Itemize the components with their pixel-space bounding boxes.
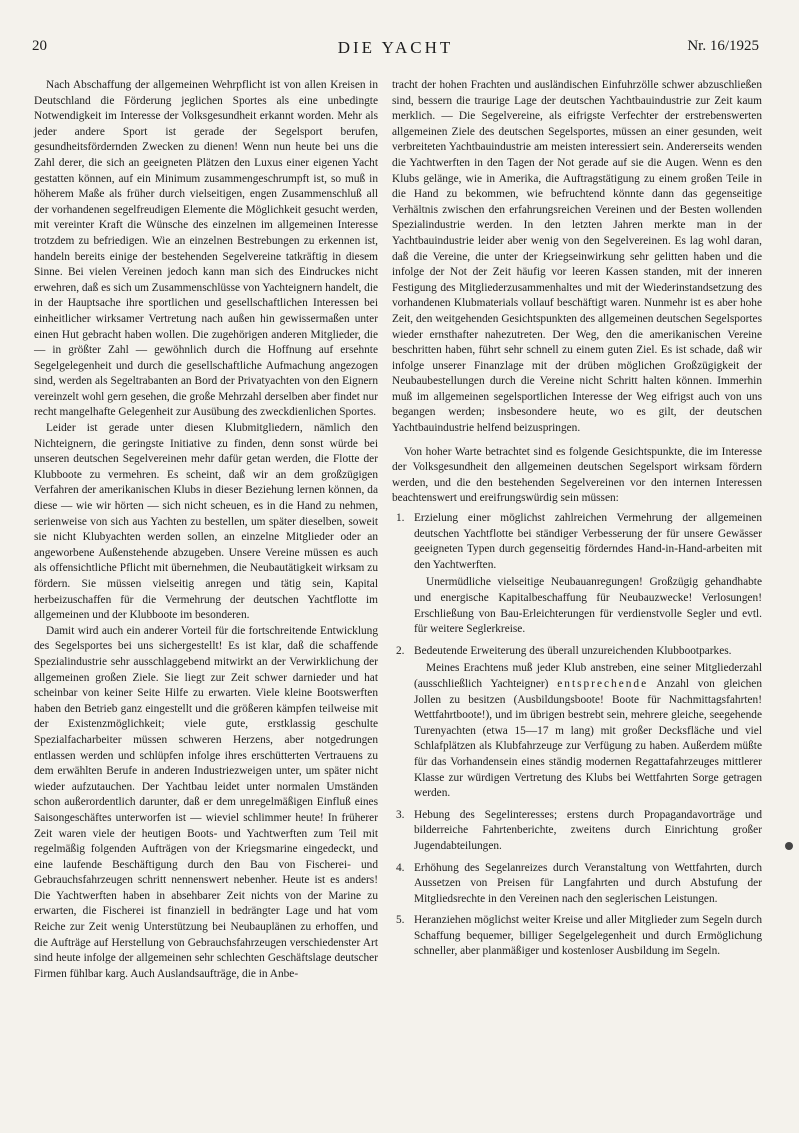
paragraph: Nach Abschaffung der allgemeinen Wehrpflicht ist von allen Kreisen in Deutschland die Förderung jeglichen Sportes als eine unbedingte Notwendigkeit im Interesse der Volksgesundheit erkannt worden. Mehr als jeder andere Sport ist gerade der Segelsport berufen, gesundheitsfördernden Zwecken zu dienen! Wenn nun heute bei uns die Zahl derer, die sich an geeigneten Plätzen den Luxus einer eigenen Yacht gestatten können, auf ein Minimum zusammengeschrumpft ist, so muß in höherem Maße als früher durch vielseitigen, engen Zusammenschluß all der vorhandenen segelfreudigen Elemente die Möglichkeit gesucht werden, mit vereinter Kraft die Wünsche des einzelnen im allgemeinen Interesse trotzdem zu befriedigen. Wie an einzelnen Bestrebungen zu erkennen ist, handeln bereits einige der bestehenden Segelvereine tatkräftig in diesem Sinne. Bei vielen Vereinen jedoch kann man sich des Eindruckes nicht erwehren, daß es sich um Zusammenschlüsse von Yachteignern handelt, die in der Hauptsache ihre sportlichen und gesellschaftlichen Interessen bei einheitlicher wirksamer Vertretung nach außen hin gewissermaßen unter einen Hut gebracht haben wollen. Die zugehörigen anderen Mitglieder, die — in größter Zahl — gewöhnlich durch die Hoffnung auf ersehnte Segelgelegenheit und durch die gesellschaftliche Aufmachung angezogen sind, werden als Segeltrabanten an Bord der Privatyachten von den Eignern vereinzelt wohl gern gesehen, die große Mehrzahl derselben aber findet nur recht mangelhafte Gelegenheit zur Ausübung des zweckdienlichen Sportes. (34, 79, 379, 419)
list-number: 1. (396, 512, 405, 525)
right-column (392, 78, 762, 966)
list-number: 3. (396, 808, 405, 821)
left-column (34, 78, 378, 982)
list-item (392, 861, 762, 908)
list-item-text: Bedeutende Erweiterung des überall unzureichenden Klubbootparkes. (414, 644, 732, 657)
page-header (32, 38, 759, 62)
list-item (392, 644, 762, 802)
subtext-part: Anzahl von gleichen Jollen zu besitzen (Ausbildungsboote! Boote für Nachmittagsfahrten! Wettfahrtboote!), und im übrigen bestrebt sein, mehrere gleiche, seegehende Turenyachten (etwa 15—17 m lang) mit großer Decksfläche und viel Schlafplätzen als Klubfahrzeuge zur Verfügung zu haben. Außerdem müßte für das Vorhandensein eines ständig modernen Regattafahrzeuges mittlerer Klasse zur würdigen Vertretung des Klubs bei Wettfahrten Sorge getragen werden. (414, 677, 762, 800)
list-item (392, 913, 762, 960)
list-item-text: Hebung des Segelinteresses; erstens durch Propagandavorträge und bilderreiche Fahrtenberichte, zweitens durch Einrichtung großer Jugendabteilungen. (414, 808, 762, 852)
page-number: 20 (32, 38, 47, 54)
magazine-title: DIE YACHT (337, 38, 454, 57)
list-item-text: Erhöhung des Segelanreizes durch Veranstaltung von Wettfahrten, durch Aussetzen von Preisen für Langfahrten und durch Abstufung der Mitgliedsrechte in den Vereinen nach den seglerischen Leistungen. (414, 861, 762, 905)
list-item (392, 808, 762, 855)
list-item (392, 511, 762, 638)
margin-dot (785, 842, 793, 850)
list-item-text: Heranziehen möglichst weiter Kreise und aller Mitglieder zum Segeln durch Schaffung bequemer, billiger Segelgelegenheit und durch Ermöglichung schneller, aber planmäßiger und kostenloser Ausbildung im Segeln. (414, 914, 762, 958)
list-item-text: Erzielung einer möglichst zahlreichen Vermehrung der allgemeinen deutschen Yachtflotte bei ständiger Verbesserung der für unsere Gewässer geeigneten Typen durch gegenseitig förderndes Hand-in-Hand-arbeiten mit den Yachtwerften. (414, 512, 762, 571)
spaced-word: entsprechende (557, 677, 649, 690)
numbered-list (392, 511, 762, 960)
subtext-part: Meines Erachtens muß jeder Klub anstreben, eine seiner Mitgliederzahl (ausschließlich Yachteigner) (414, 662, 762, 690)
paragraph: tracht der hohen Frachten und ausländischen Einfuhrzölle schwer abzuschließen sind, bessern die traurige Lage der deutschen Yachtbauindustrie zur Zeit kaum merklich. — Die Segelvereine, als eifrigste Verfechter der erstrebenswerten allgemeinen Ziele des deutschen Segelsportes, müssen an einer gesunden, weit verbreiteten Yachtbauindustrie am meisten interessiert sein. Andererseits wenden die Yachtwerften in den Tagen der Not gerade auf sie die Augen. Wenn es den Klubs gelänge, wie in Amerika, die Auftragstätigung zu einem großen Teile in die Hand zu bekommen, wie befruchtend könnte dann das gegenseitige Verhältnis zwischen den erfahrungsreichen Vereinen und der Besten wollenden Spezialindustrie werden. In den letzten Jahren merkte man in der Yachtbauindustrie leider aber wenig von den Segelvereinen. Es lag wohl daran, daß die Vereine, die unter der Kriegseinwirkung sehr gelitten haben und die infolge der Not der Zeit häufig vor leeren Kassen standen, mit der inneren Festigung des Mitgliederzusammenhaltes und mit der Wiederinstandsetzung des vorhandenen Klubmaterials vollauf beschäftigt waren. Nunmehr ist es aber hohe Zeit, den weitgehenden Gesichtspunkten des allgemeinen deutschen Segelsportes wieder ernsthafter nahezutreten. Der Weg, den die amerikanischen Vereine beschritten haben, führt sehr schnell zu einem guten Ziel. Es ist schade, daß wir infolge unserer Finanzlage mit der drüben möglichen Großzügigkeit der Neubaubestellungen durch die Vereine nicht Schritt halten können. Immerhin muß im allgemeinen segelsportlichen Interesse der Weg eifrigst auch von uns begangen werden; insbesondere heute, wo es gilt, der deutschen Yachtbauindustrie helfend beizuspringen. (392, 79, 762, 435)
paragraph: Damit wird auch ein anderer Vorteil für die fortschreitende Entwicklung des Segelsportes bei uns sichergestellt! Es ist klar, daß die schaffende Spezialindustrie sehr ausschlaggebend mitwirkt an der Verwirklichung der allgemeinen großen Ziele. Sie liegt zur Zeit schwer darnieder und hat scheinbar von keiner Seite Hilfe zu erwarten. Viele kleine Bootswerften haben den Betrieb ganz eingestellt und die größeren kämpfen teilweise mit der Existenzmöglichkeit; viele gute, erstklassig geschulte Spezialfacharbeiter müssen schweren Herzens, aber notgedrungen entlassen werden und schlüpfen infolge ihres erschütterten Vertrauens zu dem erwählten Berufe in anderen Industriezweigen unter, um später nicht wieder aufzutauchen. Der Yachtbau leidet unter normalen Umständen schon außerordentlich darunter, daß er dem unregelmäßigen Einfluß eines Saisongeschäftes unterworfen ist — wieviel schlimmer heute! In früherer Zeit waren viele der heutigen Boots- und Yachtwerften zum Teil mit regelmäßig folgenden Aufträgen von der Kriegsmarine eingedeckt, und eine laufende Beschäftigung durch den Bau von Fischerei- und Gebrauchsfahrzeugen schritt nennenswert nebenher. Heute ist es anders! Die Yachtwerften haben in absehbarer Zeit nichts von der Marine zu erwarten, die Fischerei ist finanziell in bedrängter Lage und hat vom Reiche zur Zeit wenig Unterstützung bei Neubauplänen zu erhoffen, und die Aufträge auf Herstellung von Gebrauchsfahrzeugen verschiedenster Art sind heute infolge der allgemeinen sehr schlechten Geschäftslage deutscher Firmen fühlbar karg. Auch Auslandsaufträge, die in Anbe- (34, 624, 378, 980)
list-item-subtext (414, 661, 762, 801)
list-number: 4. (396, 861, 405, 874)
paragraph: Leider ist gerade unter diesen Klubmitgliedern, nämlich den Nichteignern, die geringste Initiative zu finden, denn sonst würde bei unseren deutschen Segelvereinen mehr dafür getan werden, die Flotte der Klubboote zu vermehren. Es scheint, daß wir an dem großzügigen Verfahren der amerikanischen Klubs in dieser Beziehung lernen können, da diese — wie wir hörten — sich nicht scheuen, es in die Hand zu nehmen, serienweise von sich aus Yachten zu bestellen, um später dieselben, soweit sie nicht Klubyachten werden sollen, an einzelne Mitglieder oder an angeworbene Außenstehende abzugeben. Unsere Vereine müssen es auch als offensichtliche Pflicht mit übernehmen, die Neubautätigkeit wirksam zu fördern. Sie müssen vielseitig anregen und tätig sein, Kapital herbeizuschaffen für die Vermehrung der deutschen Yachtflotte im allgemeinen und der Klubboote im besonderen. (34, 422, 378, 622)
list-number: 5. (396, 914, 405, 927)
list-number: 2. (396, 644, 405, 657)
issue-number: Nr. 16/1925 (687, 38, 759, 54)
paragraph: Von hoher Warte betrachtet sind es folgende Gesichtspunkte, die im Interesse der Volksgesundheit den allgemeinen deutschen Segelsport wirksam fördern werden, und die den bestehenden Segelvereinen vor den internen Interessen beachtenswert und ereifrungswürdig sein müssen: (392, 445, 762, 505)
list-item-subtext: Unermüdliche vielseitige Neubauanregungen! Großzügig gehandhabte und energische Kapitalbeschaffung für Neubauzwecke! Verlosungen! Erschließung von Bau-Erleichterungen für verdienstvolle Segler und evtl. für weitere Seglerkreise. (414, 576, 762, 636)
